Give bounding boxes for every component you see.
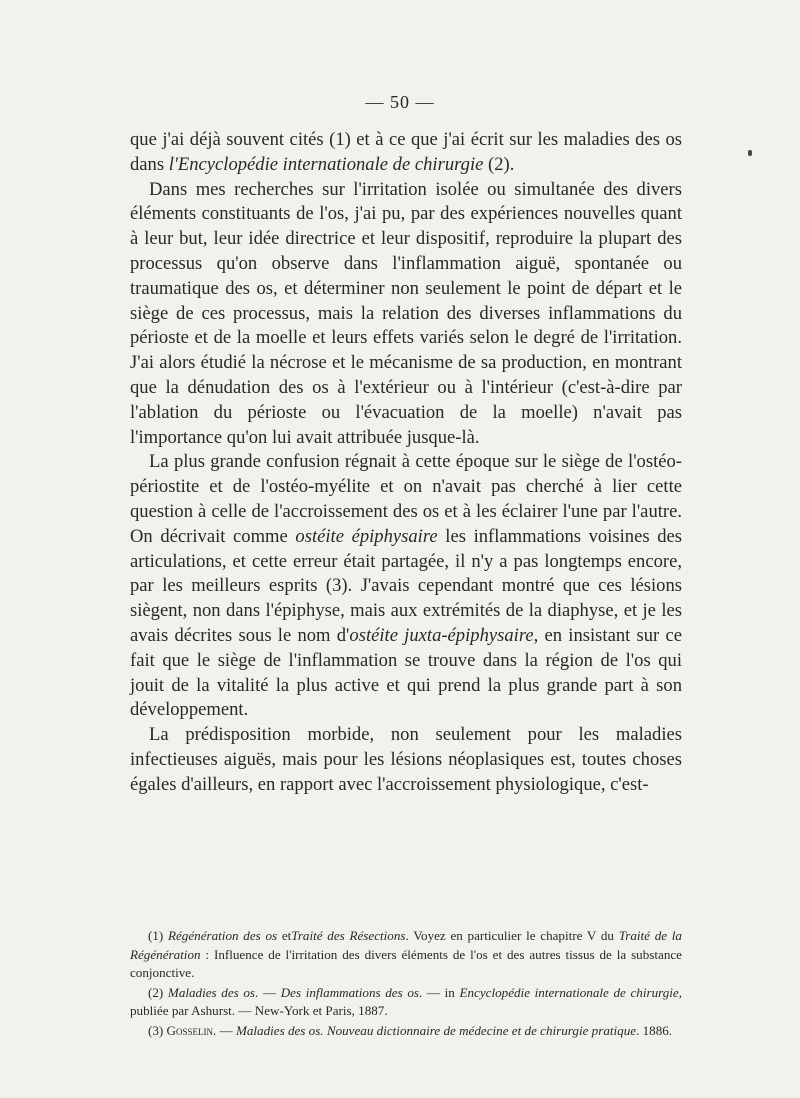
main-text [130,128,682,798]
text-run: (3) [148,1022,167,1038]
paragraph [130,450,682,723]
text-run: les inflammations voisines des articulations, et cette erreur était partagée, il n'y a pas longtemps encore, par les meilleurs esprits (3). J'avais cependant montré que ces lésions siègent, non dans l'épiphyse, mais aux extrémités de la diaphyse, et je les avais décrites sous le nom d' [130,525,682,646]
footnote [130,1022,682,1041]
italic-text: ostéite épiphysaire [295,525,438,547]
text-run: , publiée par Ashurst. — New-York et Paris, 1887. [130,984,682,1019]
paragraph [130,178,682,451]
text-run: . — in [419,984,460,1000]
footnote [130,984,682,1021]
italic-text: Traité de la Régénération [130,928,682,962]
italic-text: l'Encyclopédie internationale de chirurgie [168,153,484,175]
italic-text: ostéite juxta-épiphysaire [349,624,534,646]
text-run: (1) [148,928,168,943]
paragraph [130,128,682,178]
text-run: . — [213,1022,236,1038]
text-run: La prédisposition morbide, non seulement pour les maladies infectieuses aiguës, mais pour les lésions néoplasiques est, toutes choses égales d'ailleurs, en rapport avec l'accroissement physiologique, c'est- [130,724,682,795]
footnote [130,927,682,983]
page-number: — 50 — [365,92,435,112]
italic-text: Maladies des os. Nouveau dictionnaire de médecine et de chirurgie pratique [235,1022,637,1038]
italic-text: Régénération des os [168,928,278,943]
ink-speck [748,150,752,156]
text-run: (2). [483,153,515,175]
text-run: La plus grande confusion régnait à cette époque sur le siège de l'ostéo-périostite et de l'ostéo-myélite et on n'avait pas cherché à lier cette question à celle de l'accroissement des os et à les éclairer l'une par l'autre. On décrivait comme [130,451,682,547]
italic-text: Maladies des os [167,984,256,1000]
footnotes [130,927,682,1042]
italic-text: Encyclopédie internationale de chirurgie [459,984,679,1000]
text-run: (2) [148,984,168,1000]
italic-text: Traité des Résections [291,928,406,943]
text-run: . — [255,984,281,1000]
author-name: Gosselin [166,1022,214,1038]
paragraph [130,723,682,797]
italic-text: Des inflammations des os [280,984,419,1000]
text-run: Dans mes recherches sur l'irritation isolée ou simultanée des divers éléments constituants de l'os, j'ai pu, par des expériences nouvelles quant à leur but, leur idée directrice et leur dispositif, reproduire la plupart des processus qu'on observe dans l'inflammation aiguë, spontanée ou traumatique des os, et déterminer non seulement le point de départ et le siège de ces processus, mais la relation des diverses inflammations du périoste et de la moelle et leurs effets variés selon le degré de l'irritation. J'ai alors étudié la nécrose et le mécanisme de sa production, en montrant que la dénudation des os à l'extérieur ou à l'intérieur (c'est-à-dire par l'ablation du périoste ou l'évacuation de la moelle) n'avait pas l'importance qu'on lui avait attribuée jusque-là. [130,178,682,448]
text-run: . Voyez en particulier le chapitre V du [405,928,619,943]
text-run: , en insistant sur ce fait que le siège de l'inflammation se trouve dans la région de l'os qui jouit de la vitalité la plus active et qui prend la plus grande part à son développement. [130,624,682,721]
text-run: et [277,928,292,943]
text-run: . 1886. [636,1022,673,1038]
text-run: que j'ai déjà souvent cités (1) et à ce que j'ai écrit sur les maladies des os dans [130,129,682,175]
text-run: : Influence de l'irritation des divers éléments de l'os et des autres tissus de la substance conjonctive. [130,946,682,981]
